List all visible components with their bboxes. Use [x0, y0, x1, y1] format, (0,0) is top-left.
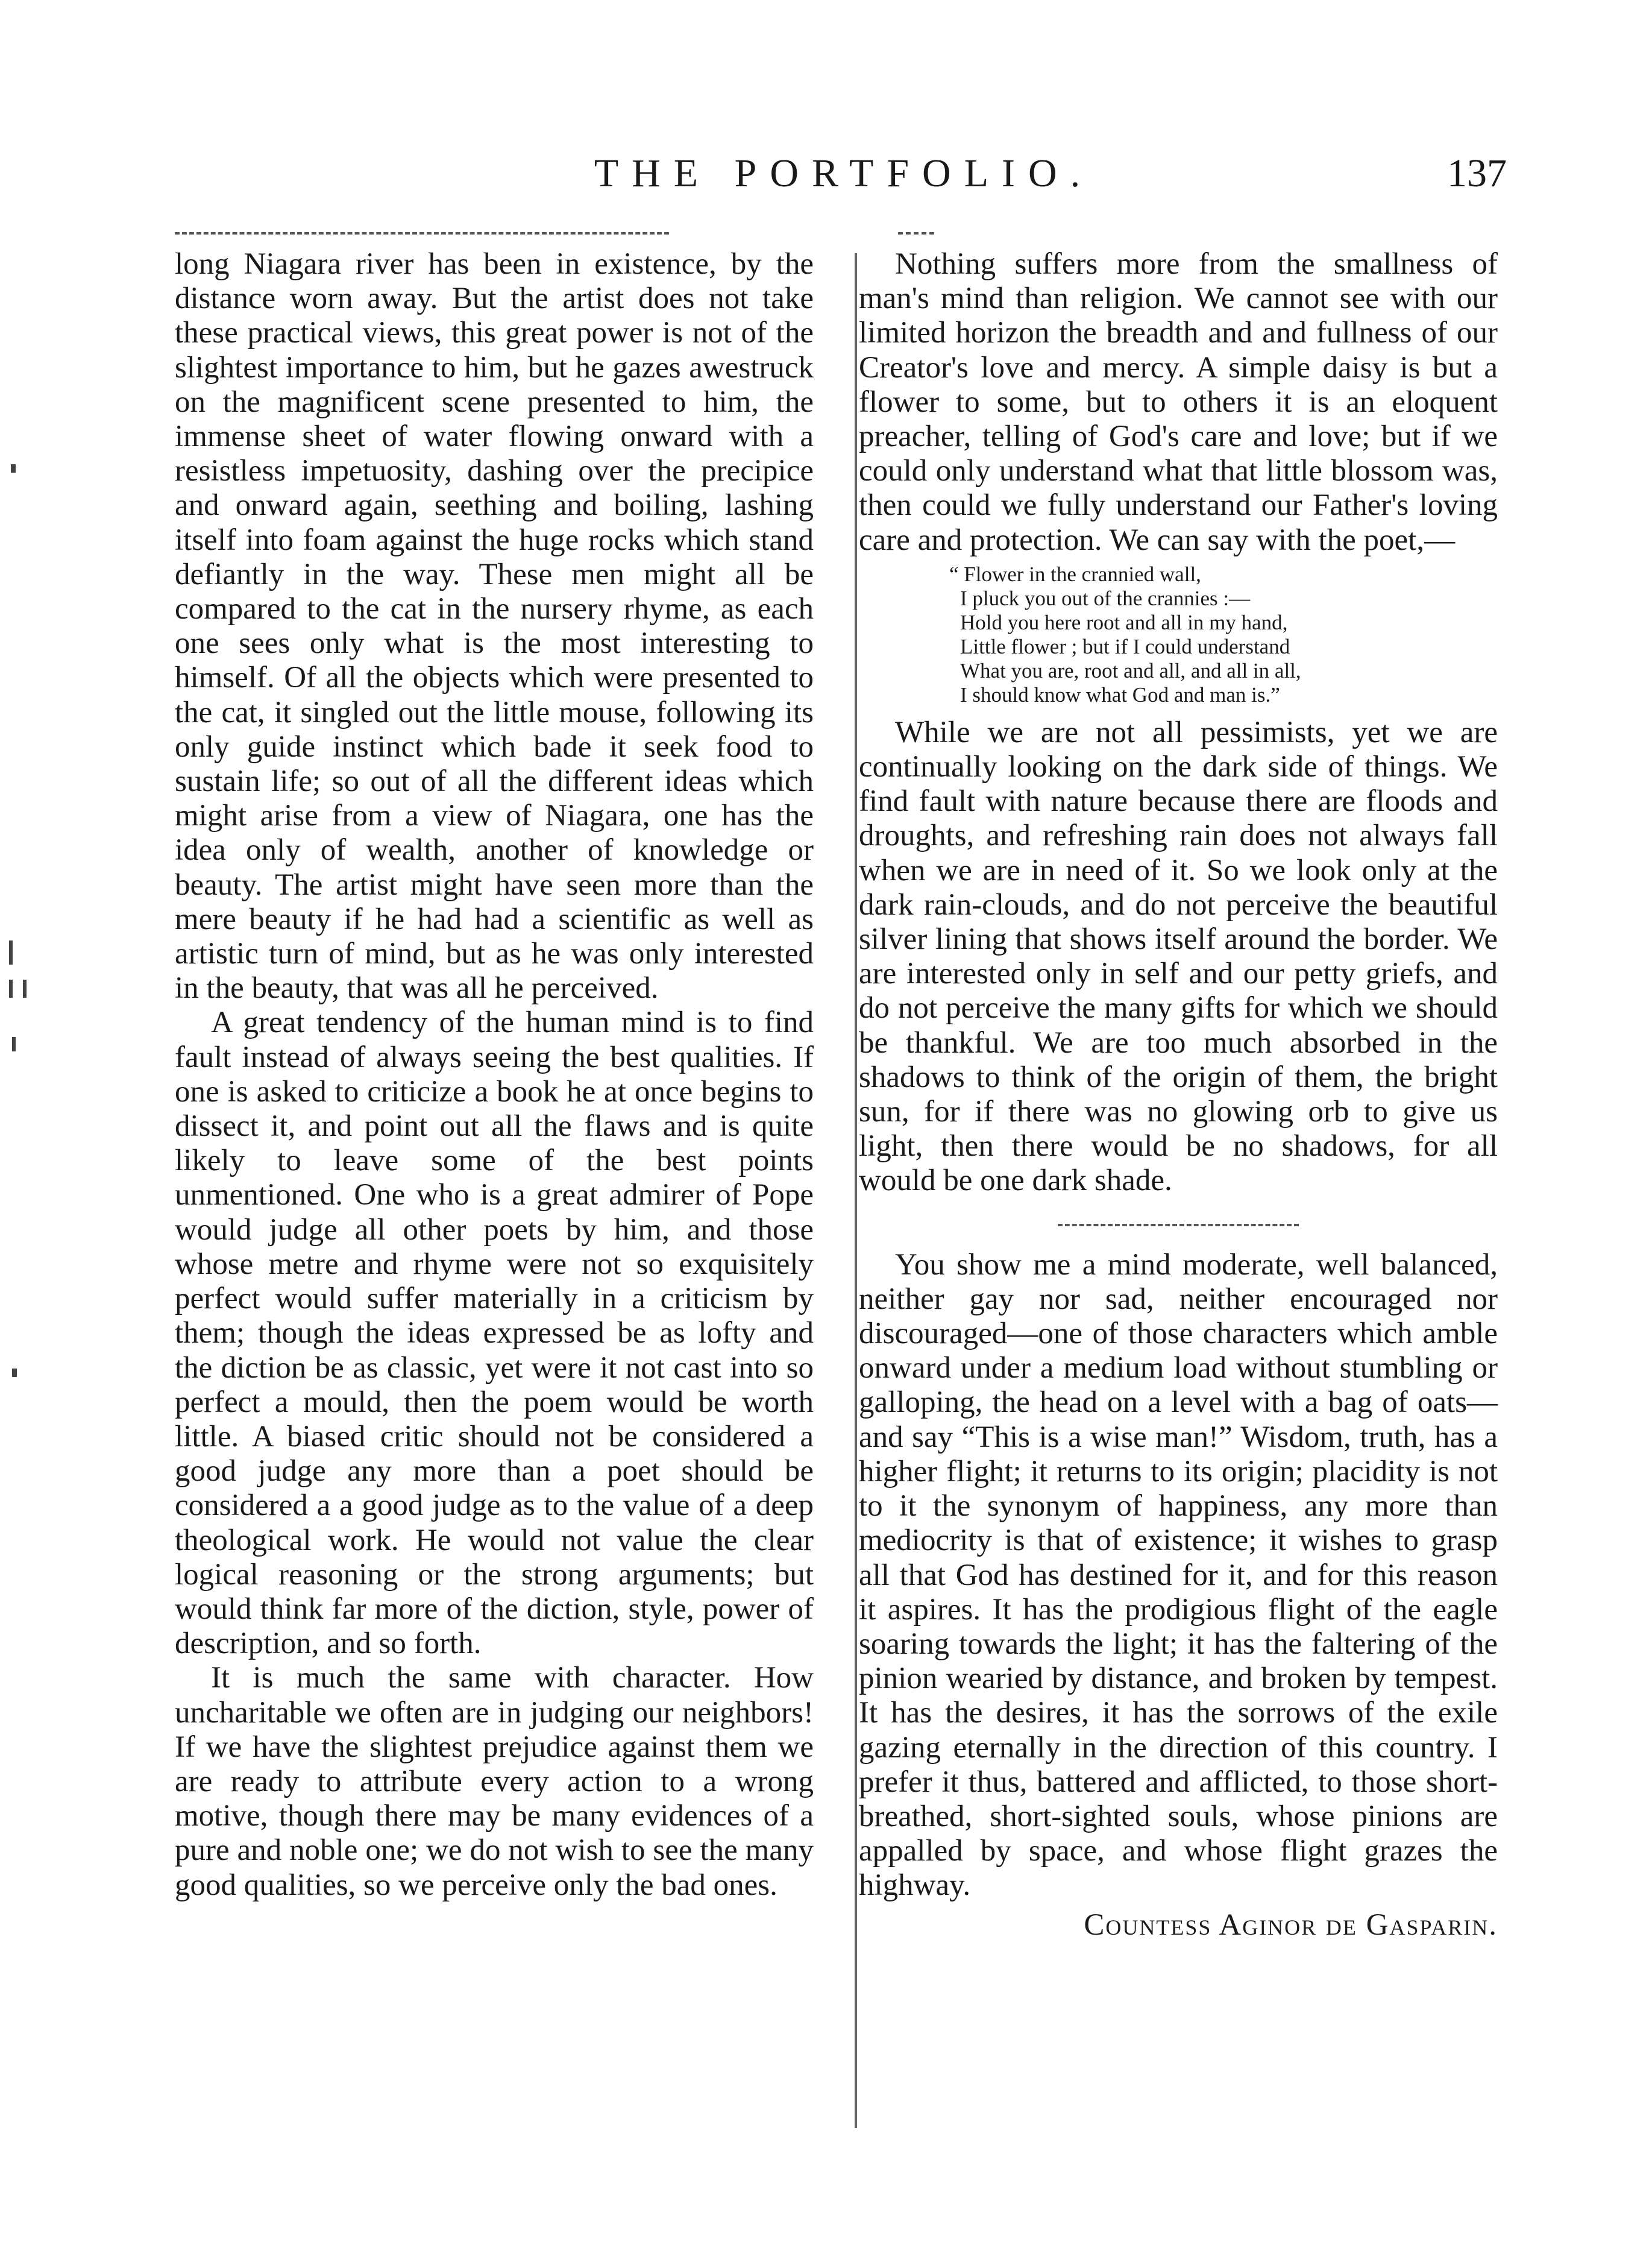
margin-mark [11, 464, 16, 473]
header-rule-left [175, 232, 669, 235]
poem-line: I pluck you out of the crannies :— [960, 586, 1251, 610]
poem-line: “ Flower in the crannied wall, [949, 562, 1201, 586]
page-header [163, 151, 1507, 217]
left-paragraph-2: A great tendency of the human mind is to find fault instead of always seeing the best qualities. If one is asked to criticize a book he at once begins to dissect it, and point out all the flaws and is quite likely to leave some of the best points unmentioned. One who is a great admirer of Pope would judge all other poets by him, and those whose metre and rhyme were not so exquisitely perfect would suffer materially in a criticism by them; though the ideas expressed be as lofty and the diction be as classic, yet were it not cast into so perfect a mould, then the poem would be worth little. A biased critic should not be considered a good judge any more than a poet should be considered a a good judge as to the value of a deep theological work. He would not value the clear logical reasoning or the strong arguments; but would think far more of the diction, style, power of description, and so forth. [175, 1006, 814, 1661]
poem-line: I should know what God and man is.” [960, 682, 1280, 707]
author-signature: Countess Aginor de Gasparin. [1084, 1908, 1498, 1942]
right-paragraph-3: You show me a mind moderate, well balanced, neither gay nor sad, neither encouraged nor discouraged—one of those characters which amble onward under a medium load without stumbling or galloping, the head on a level with a bag of oats—and say “This is a wise man!” Wisdom, truth, has a higher flight; it returns to its origin; placidity is not to it the synonym of happiness, any more than mediocrity is that of existence; it wishes to grasp all that God has destined for it, and for this reason it aspires. It has the prodigious flight of the eagle soaring towards the light; it has the faltering of the pinion wearied by distance, and broken by tempest. It has the desires, it has the sorrows of the exile gazing eternally in the direction of this country. I prefer it thus, battered and afflicted, to those short-breathed, short-sighted souls, whose pinions are appalled by space, and whose flight grazes the highway. [859, 1247, 1498, 1903]
page-number: 137 [1447, 151, 1507, 195]
right-paragraph-1: Nothing suffers more from the smallness of man's mind than religion. We cannot see with our limited horizon the breadth and and fullness of our Creator's love and mercy. A simple daisy is but a flower to some, but to others it is an eloquent preacher, telling of God's care and love; but if we could only understand what that little blossom was, then could we fully understand our Father's loving care and protection. We can say with the poet,— [859, 247, 1498, 557]
right-paragraph-2: While we are not all pessimists, yet we are continually looking on the dark side of things. We find fault with nature because there are floods and droughts, and refreshing rain does not always fall when we are in need of it. So we look only at the dark rain-clouds, and do not perceive the beautiful silver lining that shows itself around the border. We are interested only in self and our petty griefs, and do not perceive the many gifts for which we should be thankful. We are too much absorbed in the shadows to think of the origin of them, the bright sun, for if there was no glowing orb to give us light, then there would be no shadows, for all would be one dark shade. [859, 715, 1498, 1198]
margin-mark [9, 940, 13, 965]
poem-quote [859, 562, 1498, 707]
left-paragraph-1: long Niagara river has been in existence, by the distance worn away. But the artist does not take these practical views, this great power is not of the slightest importance to him, but he gazes awestruck on the magnificent scene presented to him, the immense sheet of water flowing onward with a resistless impetuosity, dashing over the precipice and onward again, seething and boiling, lashing itself into foam against the huge rocks which stand defiantly in the way. These men might all be compared to the cat in the nursery rhyme, as each one sees only what is the most interesting to himself. Of all the objects which were presented to the cat, it singled out the little mouse, following its only guide instinct which bade it seek food to sustain life; so out of all the different ideas which might arise from a view of Niagara, one has the idea only of wealth, another of knowledge or beauty. The artist might have seen more than the mere beauty if he had had a scientific as well as artistic turn of mind, but as he was only interested in the beauty, that was all he perceived. [175, 247, 814, 1006]
margin-mark [23, 980, 27, 998]
margin-mark [12, 1037, 16, 1051]
poem-line: What you are, root and all, and all in all, [960, 658, 1301, 682]
running-title: THE PORTFOLIO. [594, 151, 1094, 195]
header-rule-right [898, 232, 934, 235]
right-column [859, 247, 1498, 1942]
column-divider [855, 253, 857, 2128]
poem-line: Little flower ; but if I could understand [960, 634, 1290, 658]
poem-line: Hold you here root and all in my hand, [960, 610, 1288, 634]
margin-mark [12, 1369, 17, 1377]
margin-mark [9, 980, 13, 998]
section-break [1058, 1224, 1299, 1226]
left-column [175, 247, 814, 1903]
left-paragraph-3: It is much the same with character. How uncharitable we often are in judging our neighbors! If we have the slightest prejudice against them we are ready to attribute every action to a wrong motive, though there may be many evidences of a pure and noble one; we do not wish to see the many good qualities, so we perceive only the bad ones. [175, 1661, 814, 1902]
